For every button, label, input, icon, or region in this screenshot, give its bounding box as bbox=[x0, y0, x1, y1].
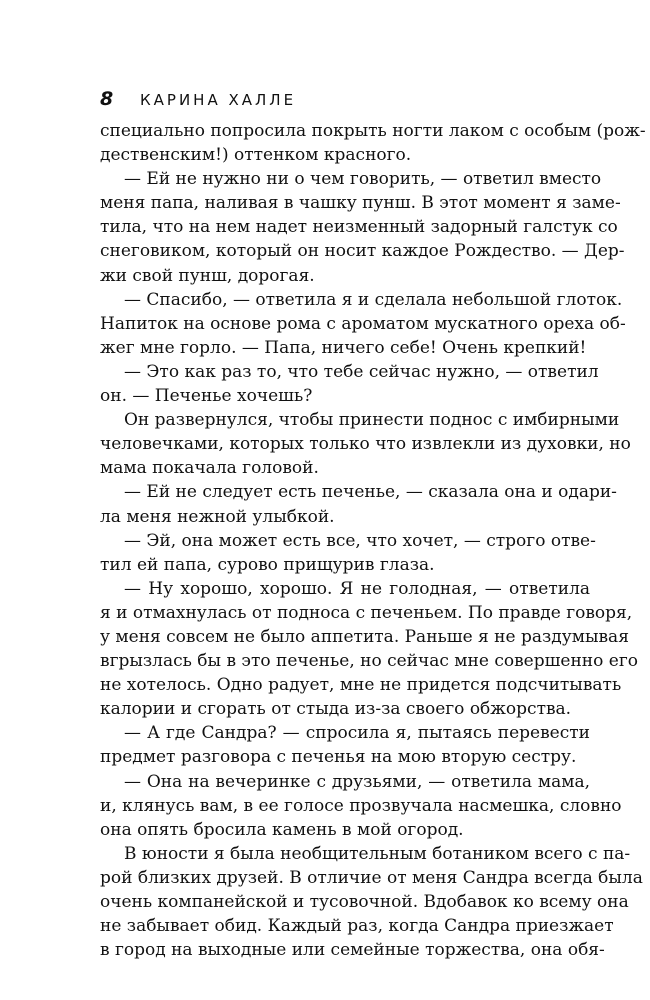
text-line: вгрызлась бы в это печенье, но сейчас мне совершенно его bbox=[100, 651, 638, 672]
paragraph bbox=[100, 577, 638, 722]
paragraph bbox=[100, 360, 599, 408]
text-line: — Ей не следует есть печенье, — сказала она и одари- bbox=[124, 482, 617, 503]
paragraph bbox=[100, 119, 646, 167]
paragraph bbox=[100, 770, 622, 842]
running-header bbox=[100, 88, 296, 110]
text-line: ла меня нежной улыбкой. bbox=[100, 506, 335, 527]
text-line: — Ну хорошо, хорошо. Я не голодная, — ответила bbox=[124, 578, 590, 599]
text-line: в город на выходные или семейные торжества, она обя- bbox=[100, 940, 605, 961]
text-line: Он развернулся, чтобы принести поднос с имбирными bbox=[124, 410, 620, 431]
text-line: она опять бросила камень в мой огород. bbox=[100, 819, 464, 840]
running-head-author: КАРИНА ХАЛЛЕ bbox=[140, 91, 297, 109]
text-line: — Это как раз то, что тебе сейчас нужно, — ответил bbox=[124, 361, 599, 382]
text-line: мама покачала головой. bbox=[100, 458, 319, 479]
text-line: я и отмахнулась от подноса с печеньем. По правде говоря, bbox=[100, 602, 633, 623]
paragraph bbox=[100, 480, 617, 528]
text-line: жег мне горло. — Папа, ничего себе! Очень крепкий! bbox=[100, 337, 587, 358]
text-line: тила, что на нем надет неизменный задорный галстук со bbox=[100, 217, 618, 238]
text-line: рой близких друзей. В отличие от меня Сандра всегда была bbox=[100, 867, 643, 888]
text-line: специально попросила покрыть ногти лаком с особым (рож- bbox=[100, 121, 646, 141]
text-line: не забывает обид. Каждый раз, когда Сандра приезжает bbox=[100, 916, 614, 937]
text-line: он. — Печенье хочешь? bbox=[100, 386, 313, 407]
text-line: дественским!) оттенком красного. bbox=[100, 145, 412, 166]
paragraph bbox=[100, 721, 590, 769]
text-line: жи свой пунш, дорогая. bbox=[100, 265, 315, 286]
paragraph bbox=[100, 842, 643, 962]
text-line: предмет разговора с печенья на мою вторую сестру. bbox=[100, 747, 577, 768]
text-line: — Она на вечеринке с друзьями, — ответила мама, bbox=[124, 771, 590, 792]
paragraph bbox=[100, 408, 631, 480]
text-line: — А где Сандра? — спросила я, пытаясь перевести bbox=[124, 723, 590, 744]
paragraph bbox=[100, 167, 625, 287]
text-line: Напиток на основе рома с ароматом мускатного ореха об- bbox=[100, 313, 626, 334]
text-line: очень компанейской и тусовочной. Вдобавок ко всему она bbox=[100, 892, 629, 912]
text-line: человечками, которых только что извлекли из духовки, но bbox=[100, 434, 631, 455]
paragraph bbox=[100, 529, 596, 577]
body-text bbox=[100, 119, 646, 962]
text-line: — Эй, она может есть все, что хочет, — строго отве- bbox=[124, 530, 596, 551]
text-line: калории и сгорать от стыда из-за своего обжорства. bbox=[100, 699, 572, 720]
text-line: — Ей не нужно ни о чем говорить, — ответил вместо bbox=[124, 169, 602, 190]
text-line: снеговиком, который он носит каждое Рождество. — Дер- bbox=[100, 241, 625, 262]
paragraph bbox=[100, 288, 626, 360]
text-line: не хотелось. Одно радует, мне не придется подсчитывать bbox=[100, 675, 622, 696]
text-line: тил ей папа, сурово прищурив глаза. bbox=[100, 554, 435, 575]
text-line: — Спасибо, — ответила я и сделала небольшой глоток. bbox=[124, 289, 623, 310]
text-line: меня папа, наливая в чашку пунш. В этот момент я заме- bbox=[100, 193, 621, 214]
page-number: 8 bbox=[100, 88, 114, 110]
text-line: у меня совсем не было аппетита. Раньше я не раздумывая bbox=[100, 626, 629, 647]
text-line: В юности я была необщительным ботаником всего с па- bbox=[124, 843, 631, 864]
text-line: и, клянусь вам, в ее голосе прозвучала насмешка, словно bbox=[100, 795, 622, 816]
